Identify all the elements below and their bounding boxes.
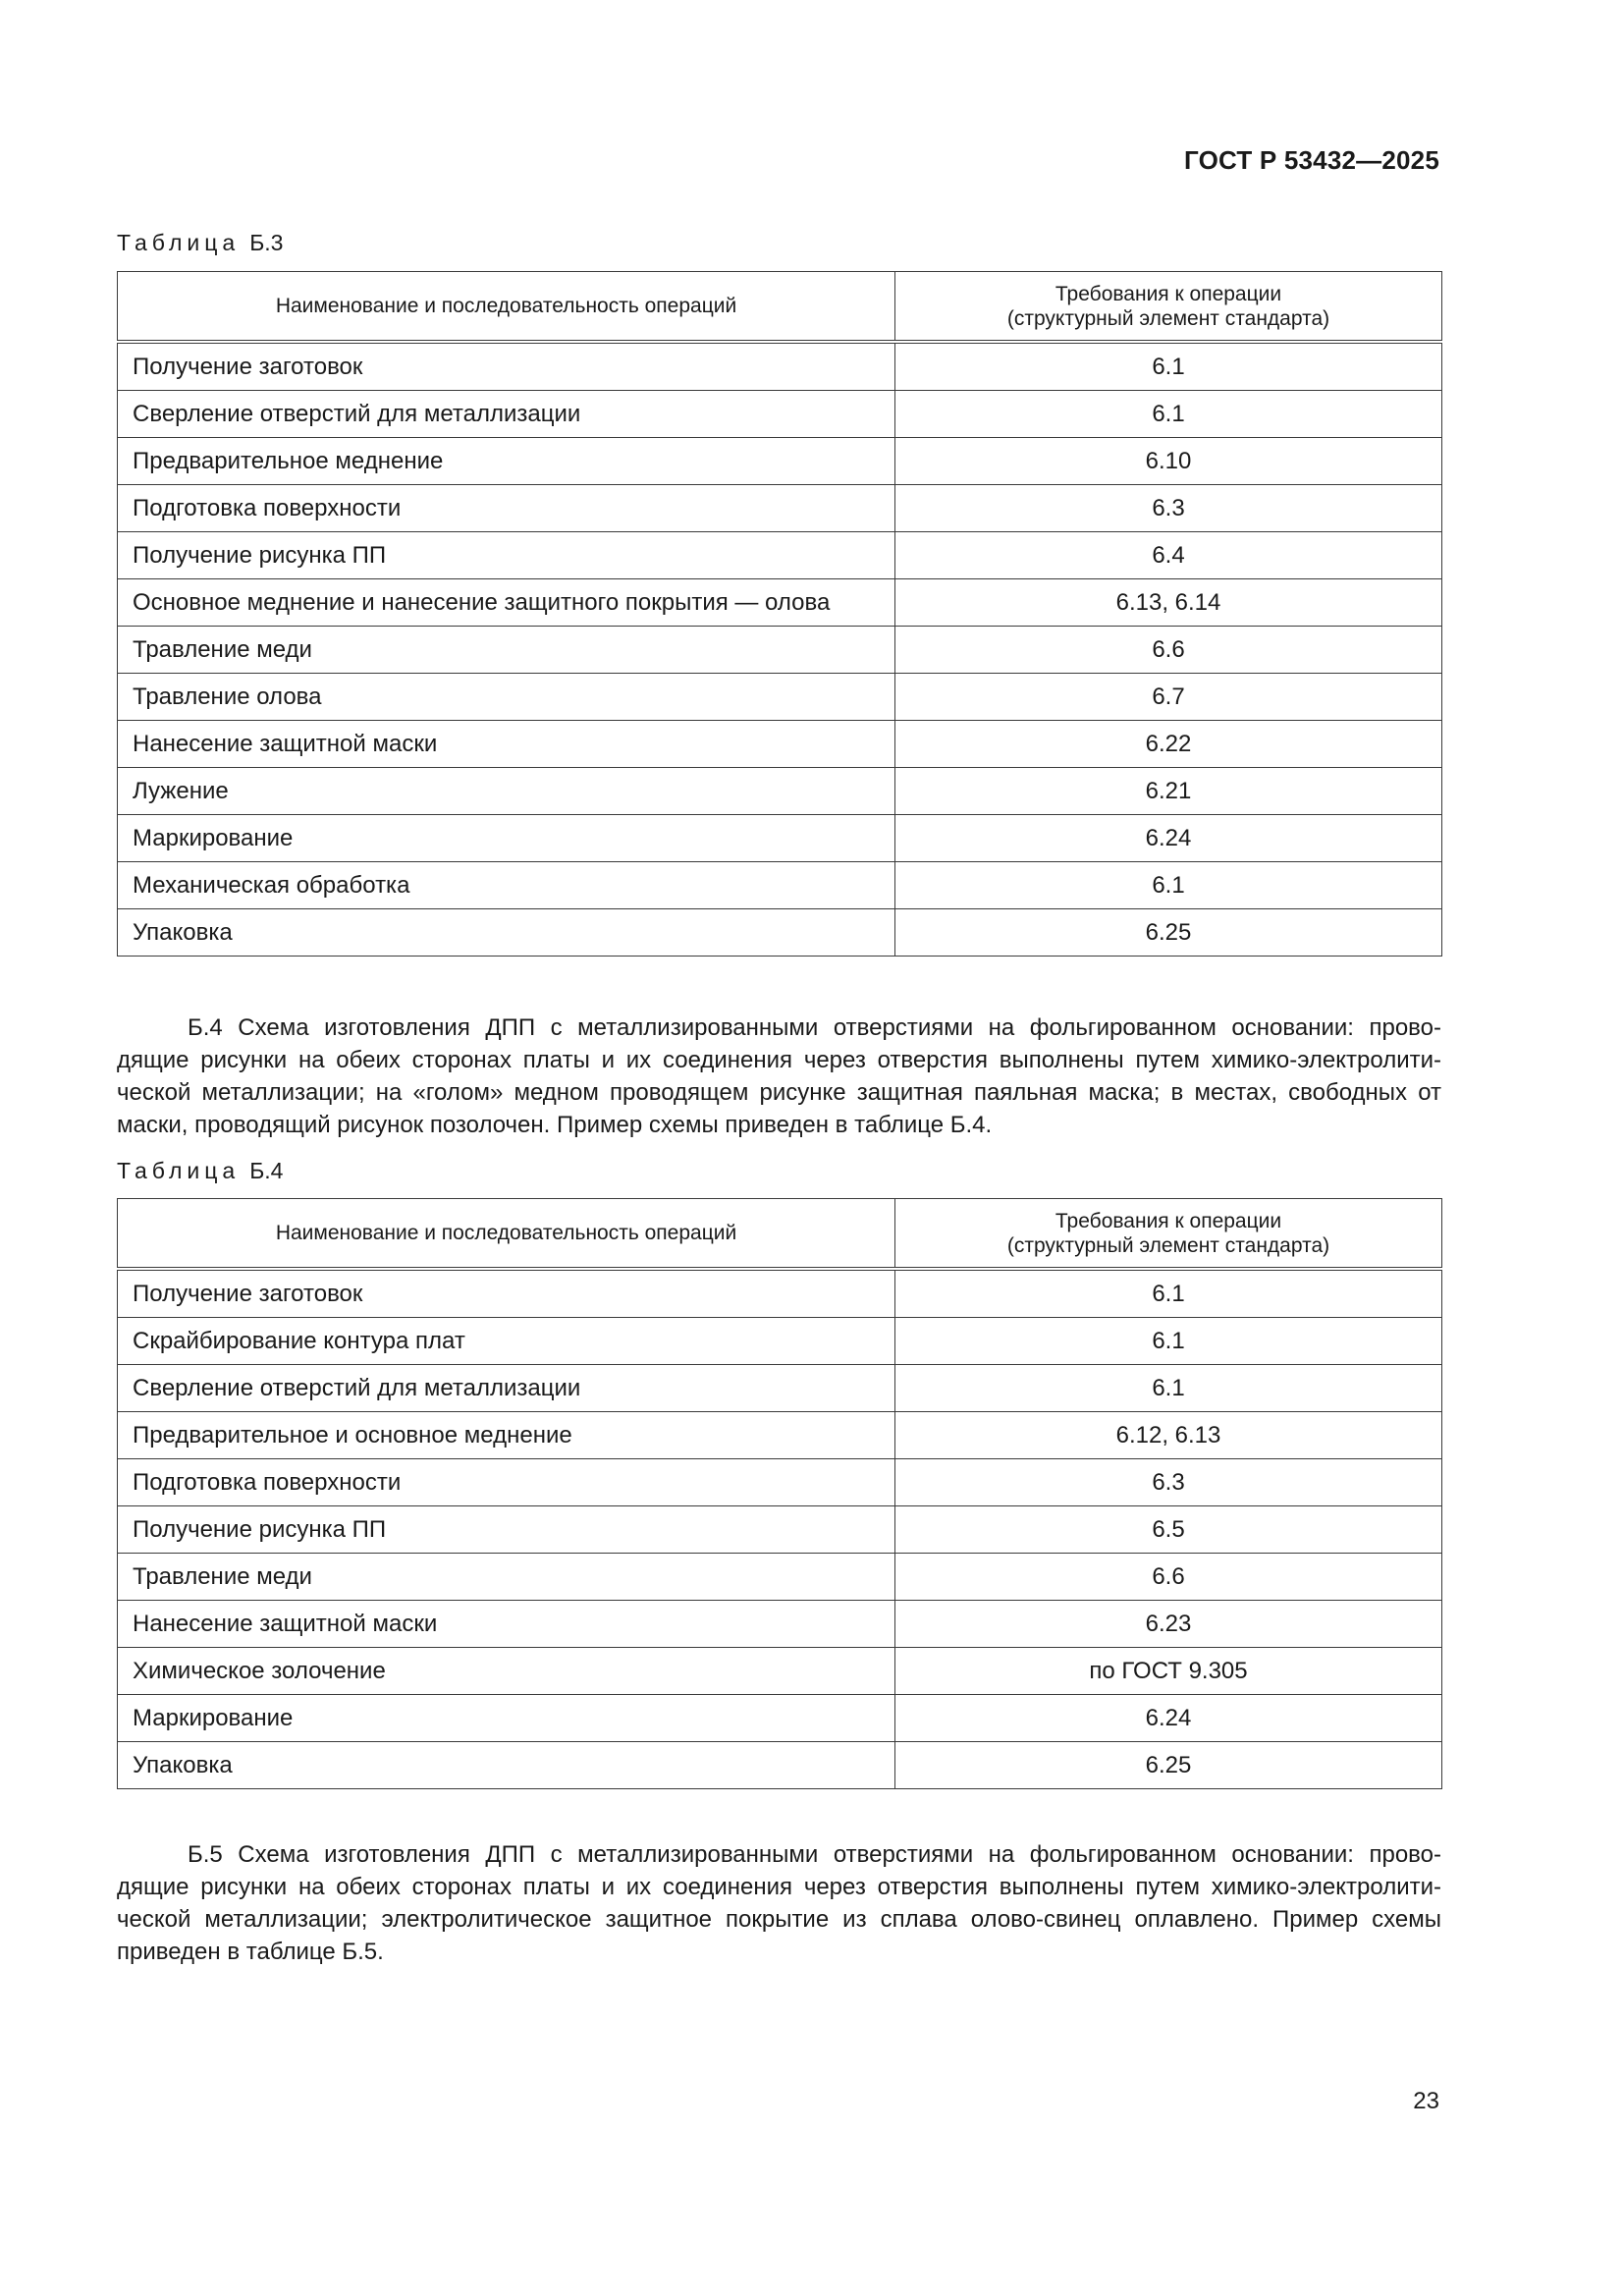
operation-requirement-cell: 6.6 [895,1554,1442,1601]
operation-requirement-cell: 6.12, 6.13 [895,1412,1442,1459]
table-row [118,1648,1442,1695]
operation-requirement-cell: 6.1 [895,342,1442,391]
operation-requirement-cell: 6.7 [895,674,1442,721]
table-row [118,342,1442,391]
table-b4-body [118,1269,1442,1789]
table-b3-col1-header: Наименование и последовательность операций [118,272,895,343]
operation-requirement-cell: 6.13, 6.14 [895,579,1442,627]
table-b3-caption [117,230,283,256]
operation-name-cell: Получение заготовок [118,342,895,391]
operation-name-cell: Упаковка [118,1742,895,1789]
table-row [118,627,1442,674]
table-b3-header-row [118,272,1442,343]
operation-requirement-cell: 6.3 [895,485,1442,532]
table-b3-col2-header-line1: Требования к операции [1055,282,1282,305]
operation-requirement-cell: 6.1 [895,1365,1442,1412]
operation-name-cell: Маркирование [118,1695,895,1742]
table-row [118,1318,1442,1365]
operation-name-cell: Получение рисунка ПП [118,1506,895,1554]
table-row [118,532,1442,579]
operation-name-cell: Подготовка поверхности [118,1459,895,1506]
table-row [118,1269,1442,1318]
operation-requirement-cell: 6.25 [895,1742,1442,1789]
operation-name-cell: Химическое золочение [118,1648,895,1695]
table-b3-caption-number: Б.3 [249,230,284,255]
table-b4-caption-word: Таблица [117,1158,241,1183]
operation-requirement-cell: 6.23 [895,1601,1442,1648]
operation-name-cell: Сверление отверстий для металлизации [118,1365,895,1412]
paragraph-line: маски, проводящий рисунок позолочен. Пример схемы приведен в таблице Б.4. [117,1112,993,1138]
table-b3-caption-word: Таблица [117,230,241,255]
operation-name-cell: Получение рисунка ПП [118,532,895,579]
table-b4 [117,1198,1442,1789]
table-row [118,1742,1442,1789]
paragraph-line: ческой металлизации; на «голом» медном проводящем рисунке защитная паяльная маска; в местах, свободных от [117,1079,1441,1106]
operation-requirement-cell: 6.6 [895,627,1442,674]
table-b3 [117,271,1442,957]
table-row [118,1412,1442,1459]
operation-requirement-cell: 6.1 [895,391,1442,438]
operation-requirement-cell: 6.10 [895,438,1442,485]
operation-name-cell: Предварительное и основное меднение [118,1412,895,1459]
table-b4-caption-number: Б.4 [249,1158,284,1183]
operation-name-cell: Сверление отверстий для металлизации [118,391,895,438]
operation-name-cell: Травление меди [118,1554,895,1601]
paragraph-b4 [117,1011,1441,1141]
table-row [118,674,1442,721]
operation-requirement-cell: 6.1 [895,1269,1442,1318]
table-row [118,909,1442,957]
table-b4-col2-header [895,1199,1442,1270]
operation-name-cell: Травление олова [118,674,895,721]
table-row [118,1601,1442,1648]
operation-name-cell: Маркирование [118,815,895,862]
table-row [118,1554,1442,1601]
table-row [118,438,1442,485]
table-row [118,721,1442,768]
operation-name-cell: Механическая обработка [118,862,895,909]
table-b4-col2-header-line2: (структурный элемент стандарта) [1006,1233,1330,1257]
paragraph-line: Б.5 Схема изготовления ДПП с металлизированными отверстиями на фольгированном основании: прово- [188,1841,1441,1868]
table-row [118,1365,1442,1412]
operation-name-cell: Нанесение защитной маски [118,1601,895,1648]
operation-name-cell: Предварительное меднение [118,438,895,485]
operation-name-cell: Скрайбирование контура плат [118,1318,895,1365]
operation-requirement-cell: 6.4 [895,532,1442,579]
operation-name-cell: Травление меди [118,627,895,674]
paragraph-line: дящие рисунки на обеих сторонах платы и их соединения через отверстия выполнены путем химико-электролити- [117,1874,1441,1900]
table-row [118,579,1442,627]
operation-requirement-cell: 6.25 [895,909,1442,957]
operation-requirement-cell: 6.5 [895,1506,1442,1554]
operation-name-cell: Основное меднение и нанесение защитного покрытия — олова [118,579,895,627]
paragraph-line: Б.4 Схема изготовления ДПП с металлизированными отверстиями на фольгированном основании: прово- [188,1014,1441,1041]
table-b4-col1-header: Наименование и последовательность операций [118,1199,895,1270]
table-b4-header-row [118,1199,1442,1270]
operation-name-cell: Подготовка поверхности [118,485,895,532]
table-b3-body [118,342,1442,957]
table-row [118,1506,1442,1554]
operation-requirement-cell: 6.21 [895,768,1442,815]
page-number: 23 [1413,2088,1439,2114]
paragraph-line: приведен в таблице Б.5. [117,1939,384,1965]
operation-requirement-cell: 6.3 [895,1459,1442,1506]
table-row [118,1459,1442,1506]
operation-name-cell: Нанесение защитной маски [118,721,895,768]
table-b4-col2-header-line1: Требования к операции [1055,1209,1282,1232]
operation-requirement-cell: 6.22 [895,721,1442,768]
table-row [118,815,1442,862]
operation-requirement-cell: 6.1 [895,862,1442,909]
operation-requirement-cell: по ГОСТ 9.305 [895,1648,1442,1695]
table-row [118,862,1442,909]
operation-name-cell: Получение заготовок [118,1269,895,1318]
table-row [118,768,1442,815]
operation-name-cell: Лужение [118,768,895,815]
operation-requirement-cell: 6.24 [895,1695,1442,1742]
operation-name-cell: Упаковка [118,909,895,957]
table-row [118,391,1442,438]
table-b3-col2-header [895,272,1442,343]
table-b4-caption [117,1158,283,1184]
paragraph-b5 [117,1838,1441,1968]
paragraph-line: ческой металлизации; электролитическое защитное покрытие из сплава олово-свинец оплавлено. Пример схемы [117,1906,1441,1933]
table-row [118,485,1442,532]
table-row [118,1695,1442,1742]
table-b3-col2-header-line2: (структурный элемент стандарта) [1006,306,1330,330]
operation-requirement-cell: 6.1 [895,1318,1442,1365]
document-standard-number: ГОСТ Р 53432—2025 [1184,145,1439,175]
operation-requirement-cell: 6.24 [895,815,1442,862]
paragraph-line: дящие рисунки на обеих сторонах платы и их соединения через отверстия выполнены путем химико-электролити- [117,1047,1441,1073]
